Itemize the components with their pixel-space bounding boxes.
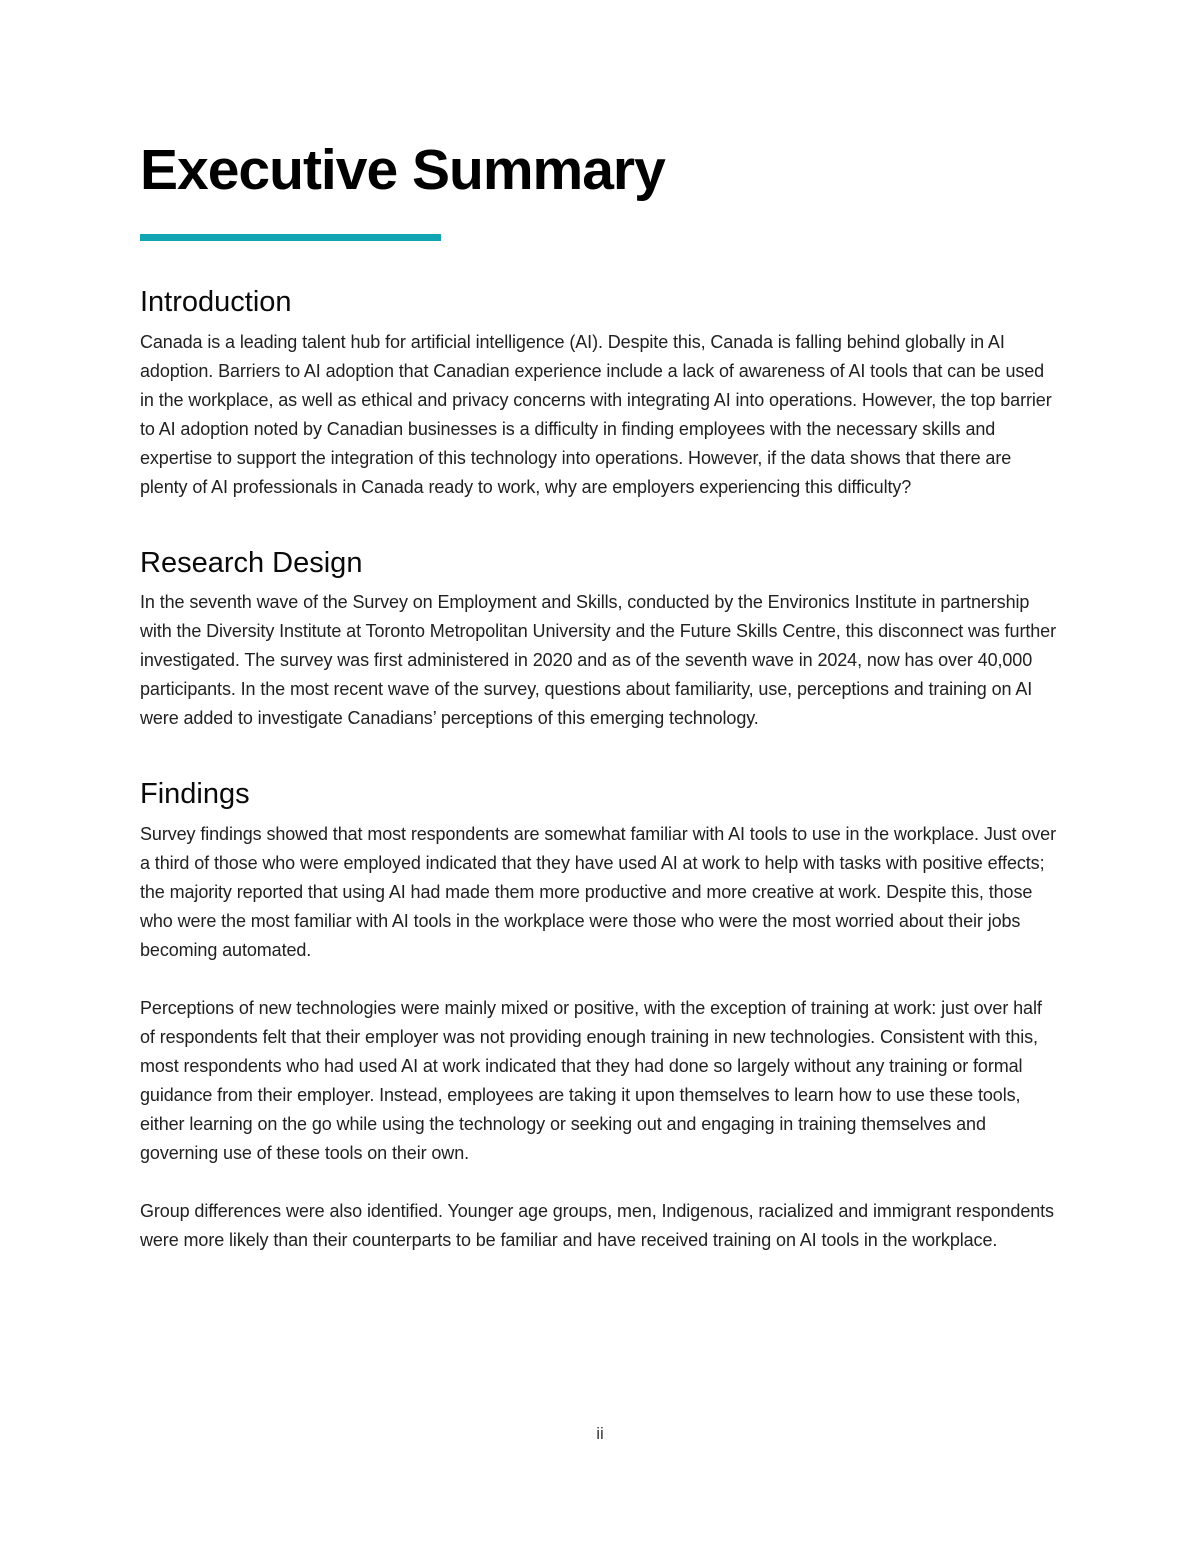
section-research-design bbox=[140, 546, 1056, 734]
section-heading-introduction: Introduction bbox=[140, 285, 292, 318]
findings-paragraph-2: Perceptions of new technologies were mainly mixed or positive, with the exception of training at work: just over half of respondents felt that their employer was not providing enough training in new technologies. Consistent with this, most respondents who had used AI at work indicated that they had done so largely without any training or formal guidance from their employer. Instead, employees are taking it upon themselves to learn how to use these tools, either learning on the go while using the technology or seeking out and engaging in training themselves and governing use of these tools on their own. bbox=[140, 998, 1042, 1164]
page-title: Executive Summary bbox=[140, 138, 665, 202]
section-introduction bbox=[140, 285, 1056, 502]
document-page bbox=[140, 0, 1056, 1284]
findings-paragraph-3: Group differences were also identified. Younger age groups, men, Indigenous, racialized and immigrant respondents were more likely than their counterparts to be familiar and have received training on AI tools in the workplace. bbox=[140, 1201, 1054, 1251]
introduction-paragraph: Canada is a leading talent hub for artificial intelligence (AI). Despite this, Canada is falling behind globally in AI adoption. Barriers to AI adoption that Canadian experience include a lack of awareness of AI tools that can be used in the workplace, as well as ethical and privacy concerns with integrating AI into operations. However, the top barrier to AI adoption noted by Canadian businesses is a difficulty in finding employees with the necessary skills and expertise to support the integration of this technology into operations. However, if the data shows that there are plenty of AI professionals in Canada ready to work, why are employers experiencing this difficulty? bbox=[140, 331, 1052, 497]
research-design-paragraph: In the seventh wave of the Survey on Employment and Skills, conducted by the Environics Institute in partnership with the Diversity Institute at Toronto Metropolitan University and the Future Skills Centre, this disconnect was further investigated. The survey was first administered in 2020 and as of the seventh wave in 2024, now has over 40,000 participants. In the most recent wave of the survey, questions about familiarity, use, perceptions and training on AI were added to investigate Canadians’ perceptions of this emerging technology. bbox=[140, 592, 1056, 729]
section-heading-research-design: Research Design bbox=[140, 546, 363, 579]
section-findings bbox=[140, 777, 1056, 1255]
findings-paragraph-1: Survey findings showed that most respondents are somewhat familiar with AI tools to use in the workplace. Just over a third of those who were employed indicated that they have used AI at work to help with tasks with positive effects; the majority reported that using AI had made them more productive and more creative at work. Despite this, those who were the most familiar with AI tools in the workplace were those who were the most worried about their jobs becoming automated. bbox=[140, 824, 1056, 961]
section-heading-findings: Findings bbox=[140, 778, 250, 811]
page-number: ii bbox=[596, 1424, 604, 1443]
title-underline-rule bbox=[140, 234, 441, 241]
